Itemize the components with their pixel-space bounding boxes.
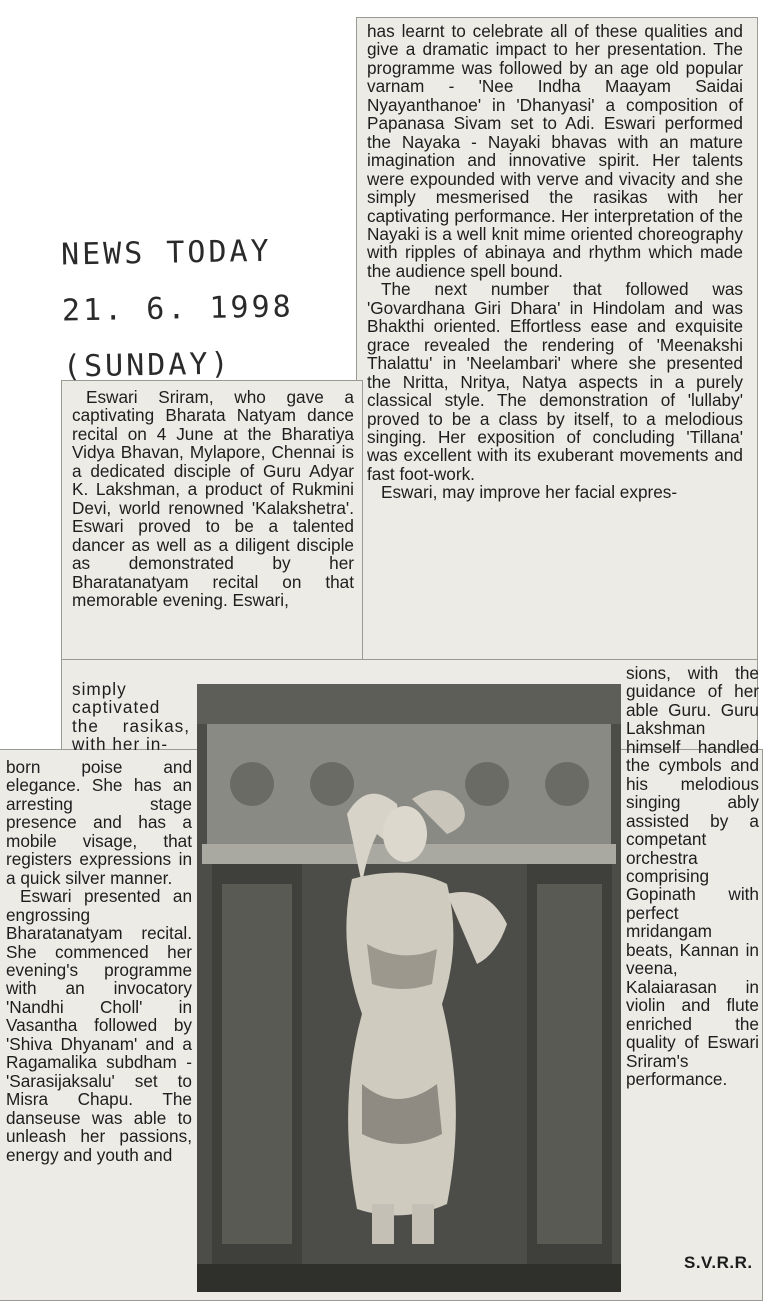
handwritten-source: NEWS TODAY [60, 233, 272, 273]
article-left-bottom-column [6, 758, 192, 1164]
article-paragraph: Eswari, may improve her facial expres- [381, 482, 678, 503]
article-left-top-column [72, 388, 354, 609]
dancer-photo-illustration [197, 684, 621, 1292]
handwritten-annotation [61, 223, 344, 396]
article-paragraph: Eswari presented an engrossing Bharatanatyam recital. She commenced her evening's programme with an invocatory 'Nandhi Choll' in Vasantha followed by 'Shiva Dhyanam' and a Ragamalika subdham - 'Sarasijaksalu' set to Misra Chapu. The danseuse was able to unleash her passions, energy and youth and [6, 886, 192, 1165]
handwritten-day: (SUNDAY) [62, 346, 232, 385]
handwritten-date: 21. 6. 1998 [61, 289, 294, 329]
article-intro-paragraph: Eswari Sriram, who gave a captivating Bharata Natyam dance recital on 4 June at the Bharatiya Vidya Bhavan, Mylapore, Chennai is a dedicated disciple of Guru Adyar K. Lakshman, a product of Rukmini Devi, world renowned 'Kalakshetra'. Eswari proved to be a talented dancer as well as a diligent disciple as demonstrated by her Bharatanatyam recital on that memorable evening. Eswari, [72, 387, 354, 610]
article-paragraph: has learnt to celebrate all of these qualities and give a dramatic impact to her presentation. The programme was followed by an age old popular varnam - 'Nee Indha Maayam Saidai Nyayanthanoe' in 'Dhanyasi' a composition of Papanasa Sivam set to Adi. Eswari performed the Nayaka - Nayaki bhavas with an mature imagination and innovative spirit. Her talents were expounded with verve and vivacity and she simply mesmerised the rasikas with her captivating performance. Her interpretation of the Nayaki is a well knit mime oriented choreography with ripples of abinaya and rhythm which made the audience spell bound. [367, 21, 743, 281]
article-paragraph: simply captivated the rasikas, with her in- [72, 679, 190, 755]
article-right-bottom-column [626, 664, 759, 1088]
dancer-photo [197, 684, 621, 1292]
article-left-narrow-column [72, 680, 190, 754]
article-paragraph: The next number that followed was 'Govardhana Giri Dhara' in Hindolam and was Bhakthi oriented. Effortless ease and exquisite grace revealed the rendering of 'Meenakshi Thalattu' in 'Neelambari' where she presented the Nritta, Nritya, Natya aspects in a purely classical style. The demonstration of 'lullaby' proved to be a class by itself, to a melodious singing. Her exposition of concluding 'Tillana' was excellent with its exuberant movements and fast foot-work. [367, 279, 743, 484]
article-paragraph: sions, with the guidance of her able Guru. Guru Lakshman himself handled the cymbols and his melodious singing ably assisted by a competant orchestra comprising Gopinath with perfect mridangam beats, Kannan in veena, Kalaiarasan in violin and flute enriched the quality of Eswari Sriram's performance. [626, 663, 759, 1089]
author-signature: S.V.R.R. [684, 1253, 753, 1272]
article-paragraph: born poise and elegance. She has an arresting stage presence and has a mobile visage, that registers expressions in a quick silver manner. [6, 757, 192, 888]
article-right-top-column [367, 22, 743, 502]
